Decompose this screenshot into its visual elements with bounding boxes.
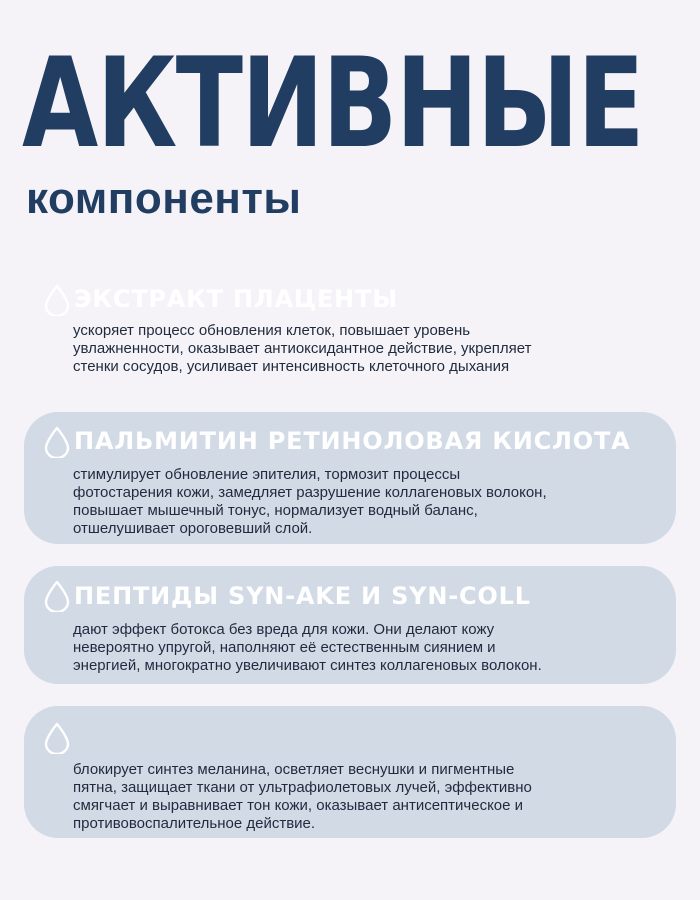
component-description: стимулирует обновление эпителия, тормозит процессы фотостарения кожи, замедляет разрушение коллагеновых волокон, повышает мышечный тонус, нормализует водный баланс, отшелушивает ороговевший слой. bbox=[73, 466, 547, 537]
component-description: ускоряет процесс обновления клеток, повышает уровень увлажненности, оказывает антиоксидантное действие, укрепляет стенки сосудов, усиливает интенсивность клеточного дыхания bbox=[73, 322, 532, 375]
droplet-icon bbox=[42, 722, 72, 754]
component-card-retinoic-acid bbox=[24, 412, 676, 544]
page-subtitle: компоненты bbox=[26, 174, 302, 223]
component-description: блокирует синтез меланина, осветляет веснушки и пигментные пятна, защищает ткани от ультрафиолетовых лучей, эффективно смягчает и выравнивает тон кожи, оказывает антисептическое и противовоспалительное действие. bbox=[73, 761, 532, 832]
droplet-icon bbox=[42, 426, 72, 458]
component-card-arbutin bbox=[24, 706, 676, 838]
component-description: дают эффект ботокса без вреда для кожи. Они делают кожу невероятно упругой, наполняют её естественным сиянием и энергией, многократно увеличивают синтез коллагеновых волокон. bbox=[73, 621, 542, 674]
droplet-icon bbox=[42, 580, 72, 612]
droplet-icon bbox=[42, 284, 72, 316]
component-name: ПЕПТИДЫ SYN-AKE И SYN-COLL bbox=[74, 582, 531, 610]
component-name: ЭКСТРАКТ ПЛАЦЕНТЫ bbox=[74, 285, 398, 313]
component-name: ПАЛЬМИТИН РЕТИНОЛОВАЯ КИСЛОТА bbox=[74, 427, 631, 455]
page-title: АКТИВНЫЕ bbox=[22, 32, 644, 176]
component-card-placenta-extract bbox=[24, 272, 676, 392]
component-card-peptides bbox=[24, 566, 676, 684]
